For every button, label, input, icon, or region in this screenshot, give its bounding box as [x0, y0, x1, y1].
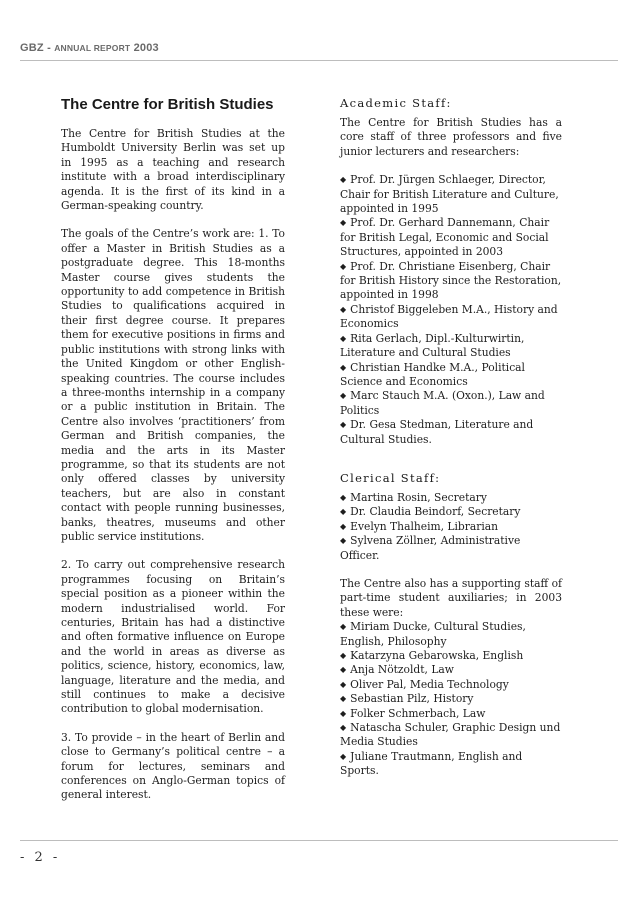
bullet-icon: ◆ [340, 751, 347, 761]
bullet-icon: ◆ [340, 261, 347, 271]
bullet-icon: ◆ [340, 536, 347, 546]
list-item: ◆ Martina Rosin, Secretary [340, 490, 487, 504]
header-year: 2003 [133, 42, 159, 54]
list-item: ◆ Katarzyna Gebarowska, English [340, 649, 524, 662]
header-divider [20, 60, 618, 61]
bullet-icon: ◆ [340, 679, 347, 689]
bullet-icon: ◆ [340, 622, 347, 632]
list-item: ◆ Natascha Schuler, Graphic Design und Media Studies [340, 721, 561, 749]
bullet-icon: ◆ [340, 694, 347, 704]
list-item: ◆ Marc Stauch M.A. (Oxon.), Law and Politics [340, 389, 545, 417]
clerical-staff-heading: Clerical Staff: [340, 470, 441, 485]
list-item: ◆ Anja Nötzoldt, Law [340, 663, 454, 677]
bullet-icon: ◆ [340, 708, 347, 718]
bullet-icon: ◆ [340, 651, 347, 660]
list-item: ◆ Miriam Ducke, Cultural Studies, English, Philosophy [340, 620, 526, 648]
bullet-icon: ◆ [340, 175, 347, 185]
right-column [340, 96, 562, 793]
clerical-staff-list [340, 491, 562, 563]
list-item: ◆ Prof. Dr. Gerhard Dannemann, Chair for British Legal, Economic and Social Structures, appointed in 2003 [340, 216, 550, 259]
bullet-icon: ◆ [340, 420, 347, 430]
academic-staff-heading: Academic Staff: [340, 96, 452, 110]
academic-staff-list [340, 173, 562, 447]
list-item: ◆ Juliane Trautmann, English and Sports. [340, 749, 523, 778]
list-item: ◆ Prof. Dr. Jürgen Schlaeger, Director, Chair for British Literature and Culture, appointed in 1995 [340, 173, 559, 216]
page-number: - 2 - [20, 850, 61, 865]
list-item: ◆ Rita Gerlach, Dipl.-Kulturwirtin, Literature and Cultural Studies [340, 331, 525, 360]
list-item: ◆ Evelyn Thalheim, Librarian [340, 519, 499, 533]
list-item: ◆ Dr. Claudia Beindorf, Secretary [340, 505, 521, 519]
list-item: ◆ Christof Biggeleben M.A., History and Economics [340, 302, 558, 331]
list-item: ◆ Christian Handke M.A., Political Science and Economics [340, 360, 525, 388]
list-item: ◆ Sebastian Pilz, History [340, 692, 474, 706]
goal-3-paragraph: 3. To provide – in the heart of Berlin and close to Germany’s political centre – a forum for lectures, seminars and conferences on Anglo-German topics of general interest. [61, 730, 285, 802]
page-title: The Centre for British Studies [61, 96, 274, 113]
bullet-icon: ◆ [340, 218, 347, 228]
bullet-icon: ◆ [340, 362, 347, 372]
header-prefix: GBZ - [20, 42, 55, 54]
bullet-icon: ◆ [340, 507, 347, 517]
header-report-title: ANNUAL REPORT [54, 43, 131, 53]
auxiliaries-list [340, 620, 562, 778]
left-column [61, 96, 285, 817]
goal-2-paragraph: 2. To carry out comprehensive research programmes focusing on Britain’s special position as a pioneer within the modern industrialised world. For centuries, Britain has had a distinctive and often formative influence on Europe and the world in areas as diverse as politics, science, history, economics, law, language, literature and the media, and still continues to make a decisive contribution to global modernisation. [61, 558, 285, 716]
bullet-icon: ◆ [340, 304, 347, 314]
list-item: ◆ Sylvena Zöllner, Administrative Officer. [340, 534, 521, 562]
bullet-icon: ◆ [340, 492, 347, 502]
auxiliaries-intro: The Centre also has a supporting staff of part-time student auxiliaries; in 2003 these were: [340, 576, 562, 619]
running-header [20, 42, 159, 54]
intro-paragraph: The Centre for British Studies at the Humboldt University Berlin was set up in 1995 as a teaching and research institute with a broad interdisciplinary agenda. It is the first of its kind in a German-speaking country. [61, 127, 285, 213]
academic-staff-intro: The Centre for British Studies has a core staff of three professors and five junior lecturers and researchers: [340, 116, 562, 158]
list-item: ◆ Folker Schmerbach, Law [340, 706, 486, 720]
bullet-icon: ◆ [340, 391, 347, 401]
footer-divider [20, 840, 618, 841]
bullet-icon: ◆ [340, 665, 347, 675]
bullet-icon: ◆ [340, 333, 347, 343]
list-item: ◆ Oliver Pal, Media Technology [340, 677, 509, 691]
goals-paragraph: The goals of the Centre’s work are: 1. To offer a Master in British Studies as a postgraduate degree. This 18-months Master course gives students the opportunity to add competence in British Studies to qualifications acquired in their first degree course. It prepares them for executive positions in firms and public institutions with strong links with the United Kingdom or other English-speaking countries. The course includes a three-months internship in a company or a public institution in Britain. The Centre also involves ‘practitioners’ from German and British companies, the media and the arts in its Master programme, so that its students are not only offered classes by university teachers, but are also in constant contact with people running businesses, banks, theatres, museums and other public service institutions. [61, 227, 285, 543]
bullet-icon: ◆ [340, 723, 347, 733]
list-item: ◆ Dr. Gesa Stedman, Literature and Cultural Studies. [340, 418, 534, 446]
bullet-icon: ◆ [340, 521, 347, 531]
list-item: ◆ Prof. Dr. Christiane Eisenberg, Chair for British History since the Restoration, appointed in 1998 [340, 259, 562, 302]
